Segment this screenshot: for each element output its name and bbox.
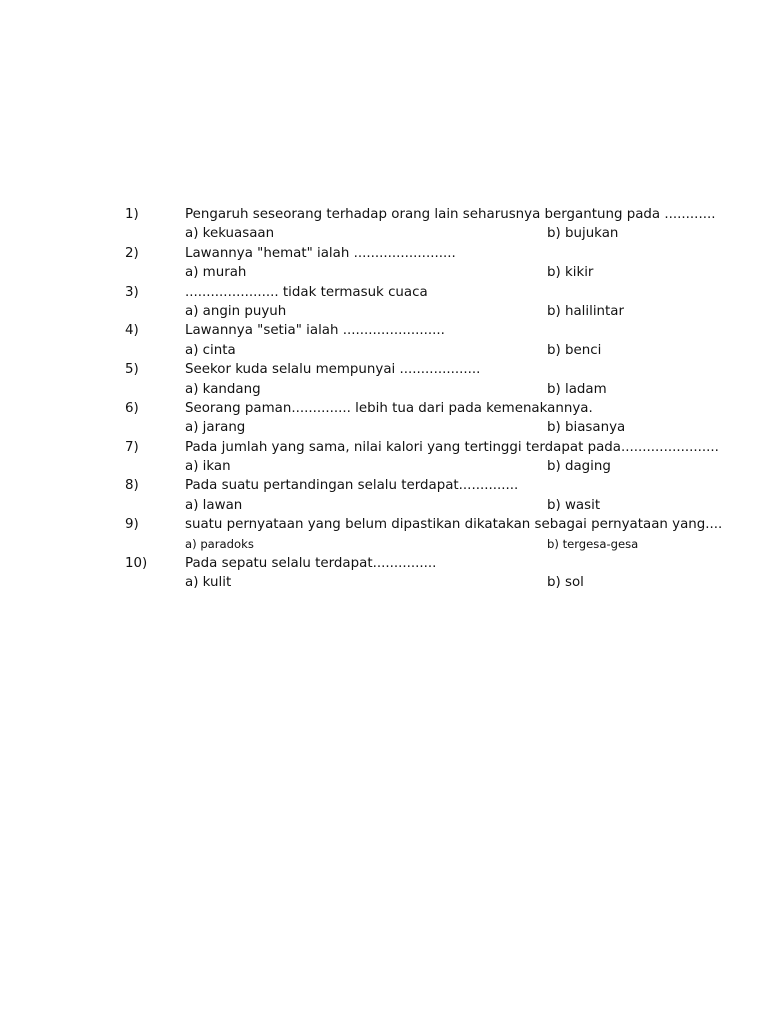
worksheet (0, 205, 768, 593)
question-number: 9) (125, 517, 139, 533)
option-a: a) murah (185, 265, 247, 281)
question-text: Lawannya "setia" ialah ........................ (185, 323, 445, 339)
question-row (0, 360, 768, 379)
question-8 (0, 476, 768, 515)
question-text: Lawannya "hemat" ialah ........................ (185, 245, 456, 261)
question-row (0, 205, 768, 224)
question-number: 1) (125, 207, 139, 222)
options-row (0, 380, 768, 399)
options-row (0, 496, 768, 515)
option-a: a) lawan (185, 497, 243, 513)
question-number: 5) (125, 362, 139, 378)
option-b: b) kikir (547, 265, 594, 281)
option-b: b) bujukan (547, 226, 619, 242)
option-a: a) kandang (185, 381, 261, 397)
question-row (0, 399, 768, 418)
question-6 (0, 399, 768, 438)
question-text: Pada sepatu selalu terdapat............... (185, 556, 437, 572)
option-a: a) cinta (185, 342, 236, 358)
question-text: Pada suatu pertandingan selalu terdapat.............. (185, 478, 519, 494)
question-9 (0, 515, 768, 554)
option-a: a) kekuasaan (185, 226, 275, 242)
question-row (0, 438, 768, 457)
question-row (0, 283, 768, 302)
question-5 (0, 360, 768, 399)
question-2 (0, 244, 768, 283)
question-3 (0, 283, 768, 322)
option-a: a) jarang (185, 420, 246, 436)
option-a: a) ikan (185, 459, 231, 475)
options-row (0, 457, 768, 476)
option-b: b) daging (547, 459, 611, 475)
option-b: b) wasit (547, 497, 601, 513)
options-row (0, 341, 768, 360)
options-row (0, 263, 768, 282)
option-b: b) benci (547, 342, 602, 358)
option-a: a) paradoks (185, 536, 254, 551)
question-number: 7) (125, 439, 139, 455)
option-b: b) biasanya (547, 420, 626, 436)
question-row (0, 244, 768, 263)
options-row (0, 535, 768, 554)
question-10 (0, 554, 768, 593)
question-4 (0, 321, 768, 360)
question-number: 10) (125, 556, 148, 572)
question-number: 8) (125, 478, 139, 494)
question-text: Pengaruh seseorang terhadap orang lain seharusnya bergantung pada ............ (185, 207, 716, 222)
question-number: 3) (125, 284, 139, 300)
option-b: b) halilintar (547, 303, 625, 319)
options-row (0, 418, 768, 437)
question-number: 4) (125, 323, 139, 339)
option-b: b) ladam (547, 381, 607, 397)
question-row (0, 554, 768, 573)
question-7 (0, 438, 768, 477)
question-text: Seorang paman.............. lebih tua dari pada kemenakannya. (185, 400, 593, 416)
question-row (0, 476, 768, 495)
question-1 (0, 205, 768, 244)
question-text: Seekor kuda selalu mempunyai ................... (185, 362, 481, 378)
option-b: b) sol (547, 575, 584, 591)
options-row (0, 302, 768, 321)
question-row (0, 515, 768, 534)
question-text: ...................... tidak termasuk cuaca (185, 284, 428, 300)
option-a: a) angin puyuh (185, 303, 287, 319)
options-row (0, 224, 768, 243)
question-text: suatu pernyataan yang belum dipastikan dikatakan sebagai pernyataan yang.... (185, 517, 723, 533)
option-a: a) kulit (185, 575, 232, 591)
question-row (0, 321, 768, 340)
option-b: b) tergesa-gesa (547, 536, 639, 551)
question-text: Pada jumlah yang sama, nilai kalori yang tertinggi terdapat pada....................... (185, 439, 719, 455)
options-row (0, 573, 768, 592)
question-number: 2) (125, 245, 139, 261)
question-number: 6) (125, 400, 139, 416)
